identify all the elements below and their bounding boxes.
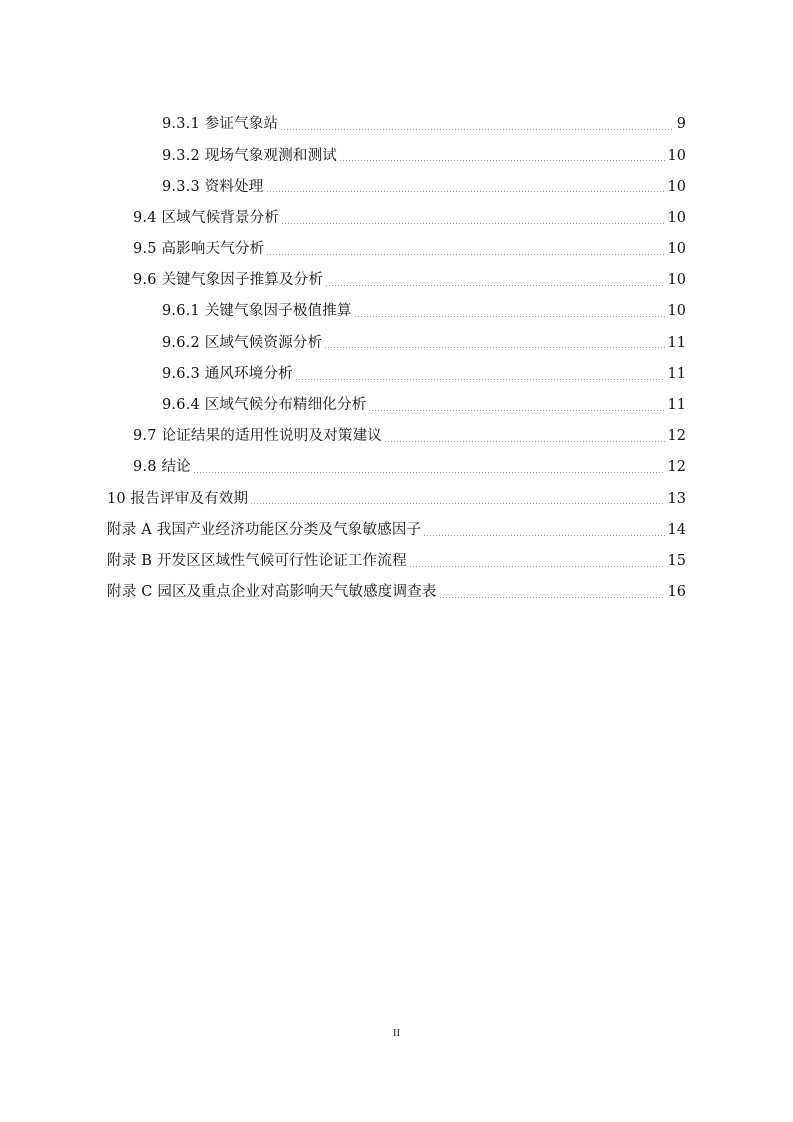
- toc-entry[interactable]: [0, 390, 793, 421]
- toc-entry-title: 9.3.1 参证气象站: [162, 116, 279, 133]
- toc-entry[interactable]: [0, 483, 793, 514]
- table-of-contents: [0, 109, 793, 608]
- toc-entry[interactable]: [0, 577, 793, 608]
- toc-dot-leader: [266, 191, 665, 192]
- toc-entry-title: 9.5 高影响天气分析: [133, 241, 265, 258]
- toc-entry-page-number: 10: [667, 178, 686, 195]
- toc-entry-page-number: 14: [667, 521, 686, 538]
- toc-dot-leader: [354, 316, 665, 317]
- toc-entry[interactable]: [0, 234, 793, 265]
- toc-dot-leader: [384, 441, 665, 442]
- toc-dot-leader: [409, 566, 665, 567]
- toc-entry-page-number: 16: [667, 584, 686, 601]
- toc-entry[interactable]: [0, 421, 793, 452]
- toc-entry-page-number: 9: [676, 116, 686, 133]
- toc-entry[interactable]: [0, 265, 793, 296]
- toc-dot-leader: [250, 503, 664, 504]
- toc-entry-page-number: 10: [667, 147, 686, 164]
- toc-entry[interactable]: [0, 203, 793, 234]
- page-number-footer: II: [392, 1027, 401, 1039]
- toc-entry-page-number: 10: [667, 272, 686, 289]
- toc-entry-page-number: 10: [667, 303, 686, 320]
- toc-dot-leader: [324, 347, 664, 348]
- toc-entry-title: 9.6.3 通风环境分析: [162, 365, 293, 382]
- toc-entry-page-number: 12: [667, 459, 686, 476]
- toc-entry-title: 10 报告评审及有效期: [107, 490, 249, 507]
- toc-dot-leader: [295, 379, 665, 380]
- toc-entry-page-number: 10: [667, 241, 686, 258]
- toc-entry[interactable]: [0, 514, 793, 545]
- toc-entry-page-number: 13: [667, 490, 686, 507]
- toc-entry-page-number: 11: [667, 397, 686, 414]
- toc-entry-title: 9.4 区域气候背景分析: [133, 209, 280, 226]
- toc-entry-page-number: 10: [667, 209, 686, 226]
- toc-entry-title: 9.3.2 现场气象观测和测试: [162, 147, 338, 164]
- toc-dot-leader: [339, 160, 665, 161]
- toc-dot-leader: [423, 535, 664, 536]
- toc-dot-leader: [368, 410, 664, 411]
- toc-entry-title: 9.8 结论: [133, 459, 191, 476]
- toc-entry-title: 附录 A 我国产业经济功能区分类及气象敏感因子: [107, 521, 422, 538]
- toc-dot-leader: [281, 223, 664, 224]
- toc-entry-title: 9.6.2 区域气候资源分析: [162, 334, 323, 351]
- toc-entry-title: 附录 B 开发区区域性气候可行性论证工作流程: [107, 552, 407, 569]
- toc-entry[interactable]: [0, 171, 793, 202]
- toc-entry-page-number: 11: [667, 365, 686, 382]
- toc-entry[interactable]: [0, 546, 793, 577]
- toc-entry-page-number: 11: [667, 334, 686, 351]
- toc-entry-title: 附录 C 园区及重点企业对高影响天气敏感度调查表: [107, 584, 437, 601]
- toc-entry[interactable]: [0, 140, 793, 171]
- toc-entry[interactable]: [0, 452, 793, 483]
- toc-entry-page-number: 12: [667, 428, 686, 445]
- toc-entry-title: 9.3.3 资料处理: [162, 178, 264, 195]
- toc-dot-leader: [193, 472, 665, 473]
- toc-dot-leader: [439, 597, 665, 598]
- toc-entry[interactable]: [0, 109, 793, 140]
- toc-entry-title: 9.7 论证结果的适用性说明及对策建议: [133, 428, 382, 445]
- toc-entry[interactable]: [0, 359, 793, 390]
- toc-entry-title: 9.6.4 区域气候分布精细化分析: [162, 397, 367, 414]
- toc-entry-page-number: 15: [667, 552, 686, 569]
- toc-entry[interactable]: [0, 327, 793, 358]
- toc-entry[interactable]: [0, 296, 793, 327]
- toc-entry-title: 9.6.1 关键气象因子极值推算: [162, 303, 352, 320]
- toc-entry-title: 9.6 关键气象因子推算及分析: [133, 272, 324, 289]
- toc-dot-leader: [325, 285, 664, 286]
- toc-dot-leader: [280, 129, 674, 130]
- toc-dot-leader: [266, 254, 664, 255]
